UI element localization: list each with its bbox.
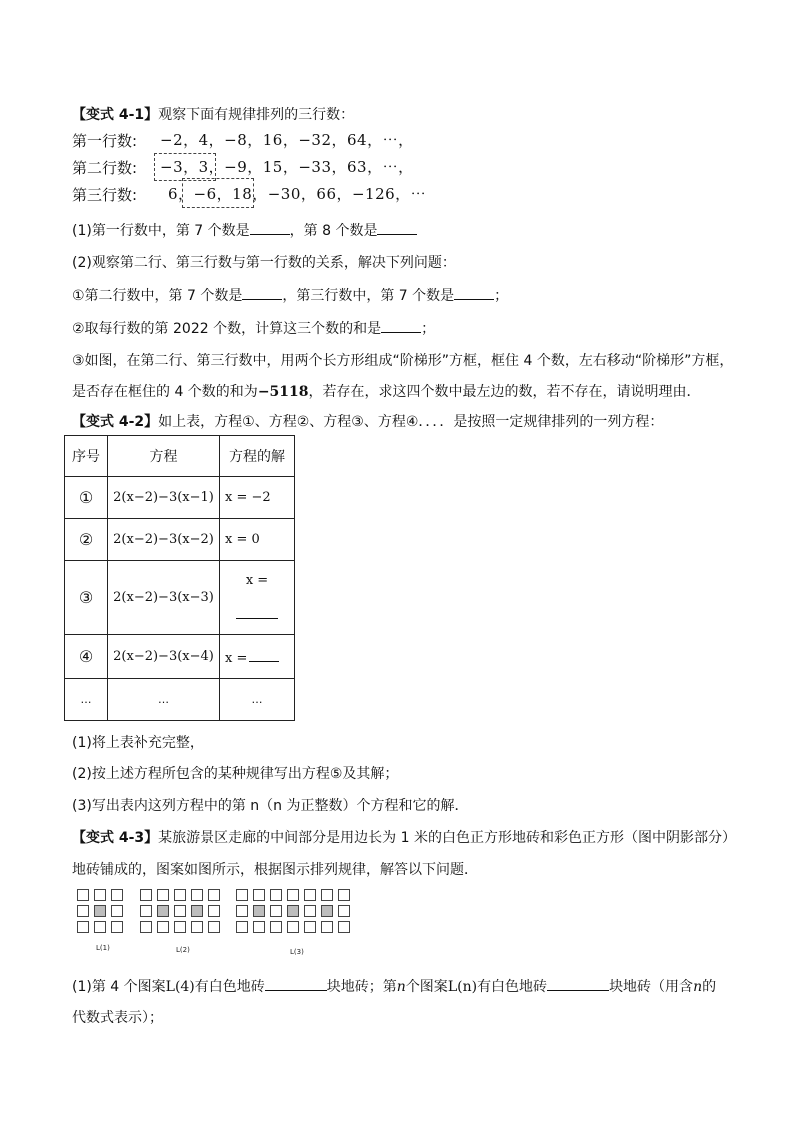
v43-intro-line2: 地砖铺成的，图案如图所示，根据图示排列规律，解答以下问题．	[72, 862, 478, 878]
v41-q2-2-text-a: ②取每行数的第 2022 个数，计算这三个数的和是	[72, 321, 382, 337]
v42-label: 【变式 4-2】	[72, 414, 159, 430]
v41-q1-text-a: (1)第一行数中，第 7 个数是	[72, 223, 250, 239]
staircase-box-top	[154, 153, 216, 181]
equation-table	[64, 435, 295, 721]
answer-blank[interactable]	[547, 976, 609, 991]
answer-blank[interactable]	[236, 604, 278, 619]
row-index: ②	[65, 519, 108, 561]
v41-q2-3-text-a: 是否存在框住的 4 个数的和为	[72, 384, 258, 400]
v43-q1-line2: 代数式表示）；	[72, 1010, 163, 1026]
row1-numbers: −2，4，−8，16，−32，64，⋯，	[160, 131, 414, 149]
v43-q1-text-a: (1)第 4 个图案	[72, 979, 166, 995]
answer-blank[interactable]	[249, 647, 279, 662]
v41-heading	[72, 104, 354, 124]
row1-label: 第一行数:	[72, 132, 138, 150]
caption-l3: L(3)	[290, 948, 304, 956]
v41-q2: (2)观察第二行、第三行数与第一行数的关系，解决下列问题：	[72, 255, 456, 271]
header-equation: 方程	[108, 436, 220, 477]
answer-blank[interactable]	[242, 285, 282, 300]
row-equation: 2(x−2)−3(x−4)	[108, 635, 220, 679]
staircase-box-bottom	[182, 178, 254, 208]
v43-q1-n2: n	[693, 979, 703, 995]
row-index: …	[65, 679, 108, 721]
row2-numbers: −3，3，−9，15，−33，63，⋯，	[160, 158, 414, 176]
row-equation: 2(x−2)−3(x−3)	[108, 561, 220, 635]
v41-q1	[72, 220, 417, 240]
v41-q2-1-text-a: ①第二行数中，第 7 个数是	[72, 288, 243, 304]
header-solution: 方程的解	[220, 436, 295, 477]
row3-label: 第三行数:	[72, 186, 138, 204]
answer-blank[interactable]	[250, 220, 290, 235]
v42-q1: (1)将上表补充完整，	[72, 735, 204, 751]
v43-q1-text-c: 块地砖；第	[326, 979, 397, 995]
table-row	[65, 477, 295, 519]
v43-q1-text-d: 个图案	[405, 979, 448, 995]
caption-l2: L(2)	[176, 946, 190, 954]
row-solution: x =	[225, 651, 248, 666]
v41-q2-1	[72, 285, 508, 305]
caption-l1: L(1)	[96, 944, 110, 952]
v41-q2-3-value: −5118	[257, 384, 309, 400]
row-solution: x =	[245, 572, 269, 588]
row-solution-cell	[220, 635, 295, 679]
row-equation: 2(x−2)−3(x−2)	[108, 519, 220, 561]
table-row	[65, 679, 295, 721]
row-solution: …	[220, 679, 295, 721]
row-equation: …	[108, 679, 220, 721]
v41-q2-3-text-b: ，若存在，求这四个数中最左边的数，若不存在，请说明理由．	[308, 384, 701, 400]
v41-q2-2	[72, 318, 435, 338]
v41-label: 【变式 4-1】	[72, 107, 159, 123]
v41-q2-3-line2	[72, 381, 701, 401]
answer-blank[interactable]	[265, 976, 327, 991]
table-row	[65, 519, 295, 561]
v42-heading	[72, 411, 663, 431]
v41-intro: 观察下面有规律排列的三行数：	[158, 107, 355, 123]
v41-q2-3-line1: ③如图，在第二行、第三行数中，用两个长方形组成“阶梯形”方框，框住 4 个数，左右移动“阶梯形”方框，	[72, 353, 734, 369]
row-index: ①	[65, 477, 108, 519]
v43-q1-text-e: 有白色地砖	[477, 979, 548, 995]
header-index: 序号	[65, 436, 108, 477]
table-row	[65, 635, 295, 679]
row3-numbers: 6，−6，18，−30，66，−126，⋯	[168, 185, 427, 203]
row-solution: x = 0	[220, 519, 295, 561]
v43-heading	[72, 827, 736, 847]
row-solution: x = −2	[220, 477, 295, 519]
answer-blank[interactable]	[381, 318, 421, 333]
row-index: ③	[65, 561, 108, 635]
v43-intro-line1: 某旅游景区走廊的中间部分是用边长为 1 米的白色正方形地砖和彩色正方形（图中阴影部分）	[158, 830, 736, 846]
v43-q1-text-b: 有白色地砖	[194, 979, 265, 995]
v42-q2: (2)按上述方程所包含的某种规律写出方程⑤及其解；	[72, 766, 399, 782]
table-header-row	[65, 436, 295, 477]
row-equation: 2(x−2)−3(x−1)	[108, 477, 220, 519]
v41-q2-1-text-c: ；	[494, 288, 509, 304]
row-index: ④	[65, 635, 108, 679]
v42-intro: 如上表，方程①、方程②、方程③、方程④．．．．是按照一定规律排列的一列方程：	[158, 414, 664, 430]
v43-q1-n: n	[396, 979, 406, 995]
table-row	[65, 561, 295, 635]
row-solution-cell	[220, 561, 295, 635]
answer-blank[interactable]	[454, 285, 494, 300]
v41-q1-text-b: ，第 8 个数是	[289, 223, 378, 239]
v43-label: 【变式 4-3】	[72, 830, 159, 846]
v43-q1-line1	[72, 976, 716, 996]
row2-label: 第二行数:	[72, 159, 138, 177]
v43-q1-text-g: 的	[702, 979, 717, 995]
answer-blank[interactable]	[377, 220, 417, 235]
v42-q3: (3)写出表内这列方程中的第 n（n 为正整数）个方程和它的解．	[72, 798, 469, 814]
v43-q1-ln: L(n)	[447, 979, 478, 995]
v43-q1-text-f: 块地砖（用含	[609, 979, 694, 995]
v41-q2-1-text-b: ，第三行数中，第 7 个数是	[282, 288, 455, 304]
v41-q2-2-text-b: ；	[421, 321, 436, 337]
v43-q1-l4: L(4)	[165, 979, 195, 995]
